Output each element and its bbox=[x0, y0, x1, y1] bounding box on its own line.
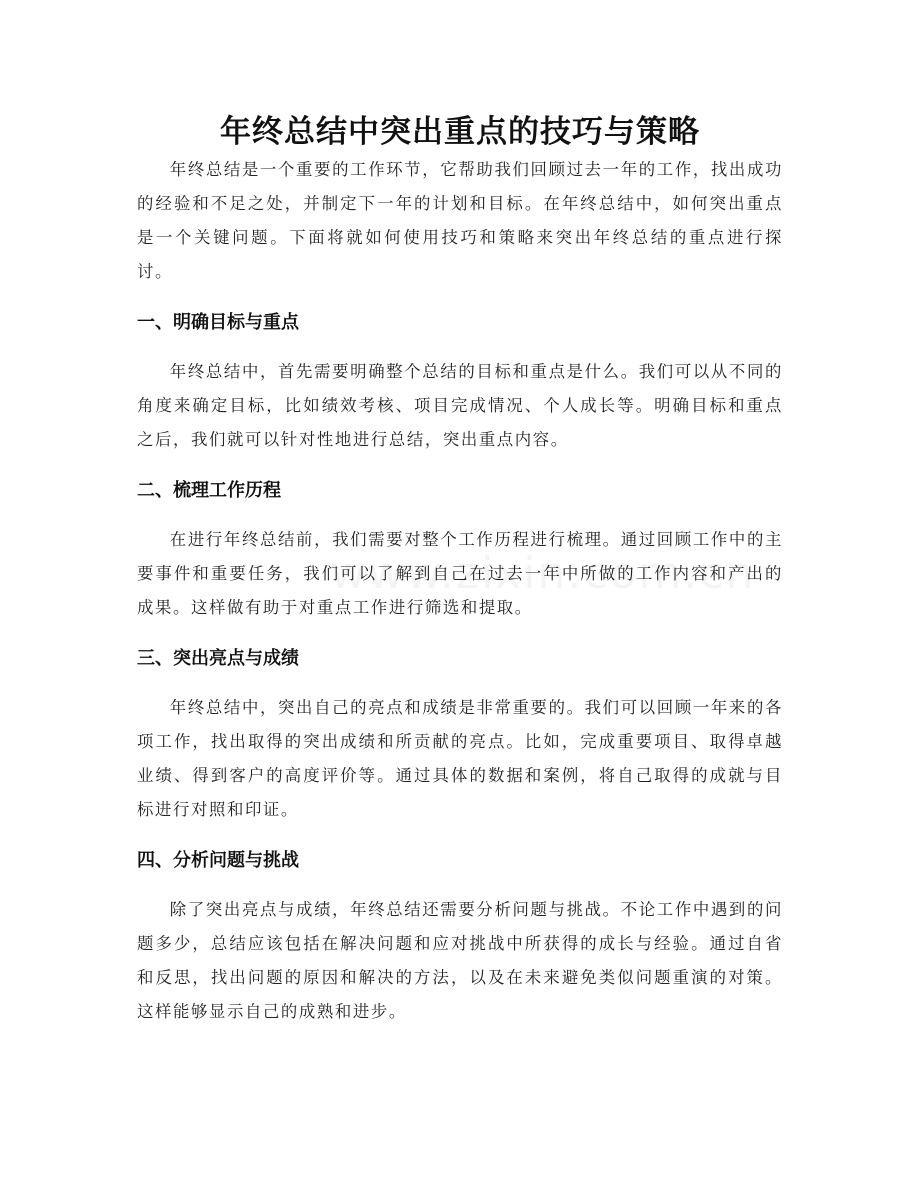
section-1 bbox=[137, 311, 783, 457]
section-4 bbox=[137, 849, 783, 1029]
section-paragraph: 除了突出亮点与成绩，年终总结还需要分析问题与挑战。不论工作中遇到的问题多少，总结应该包括在解决问题和应对挑战中所获得的成长与经验。通过自省和反思，找出问题的原因和解决的方法，以及在未来避免类似问题重演的对策。这样能够显示自己的成熟和进步。 bbox=[137, 900, 783, 1021]
section-paragraph: 年终总结中，首先需要明确整个总结的目标和重点是什么。我们可以从不同的角度来确定目标，比如绩效考核、项目完成情况、个人成长等。明确目标和重点之后，我们就可以针对性地进行总结，突出重点内容。 bbox=[137, 362, 783, 449]
section-paragraph: 年终总结中，突出自己的亮点和成绩是非常重要的。我们可以回顾一年来的各项工作，找出取得的突出成绩和所贡献的亮点。比如，完成重要项目、取得卓越业绩、得到客户的高度评价等。通过具体的数据和案例，将自己取得的成就与目标进行对照和印证。 bbox=[137, 698, 783, 819]
section-paragraph: 在进行年终总结前，我们需要对整个工作历程进行梳理。通过回顾工作中的主要事件和重要任务，我们可以了解到自己在过去一年中所做的工作内容和产出的成果。这样做有助于对重点工作进行筛选和提取。 bbox=[137, 530, 783, 617]
section-3 bbox=[137, 647, 783, 827]
section-heading: 二、梳理工作历程 bbox=[137, 480, 281, 501]
section-2 bbox=[137, 479, 783, 625]
section-heading: 一、明确目标与重点 bbox=[137, 312, 299, 333]
section-heading: 三、突出亮点与成绩 bbox=[137, 648, 299, 669]
document-title: 年终总结中突出重点的技巧与策略 bbox=[220, 114, 700, 150]
intro-paragraph: 年终总结是一个重要的工作环节，它帮助我们回顾过去一年的工作，找出成功的经验和不足之处，并制定下一年的计划和目标。在年终总结中，如何突出重点是一个关键问题。下面将就如何使用技巧和策略来突出年终总结的重点进行探讨。 bbox=[137, 160, 783, 281]
section-heading: 四、分析问题与挑战 bbox=[137, 850, 299, 871]
